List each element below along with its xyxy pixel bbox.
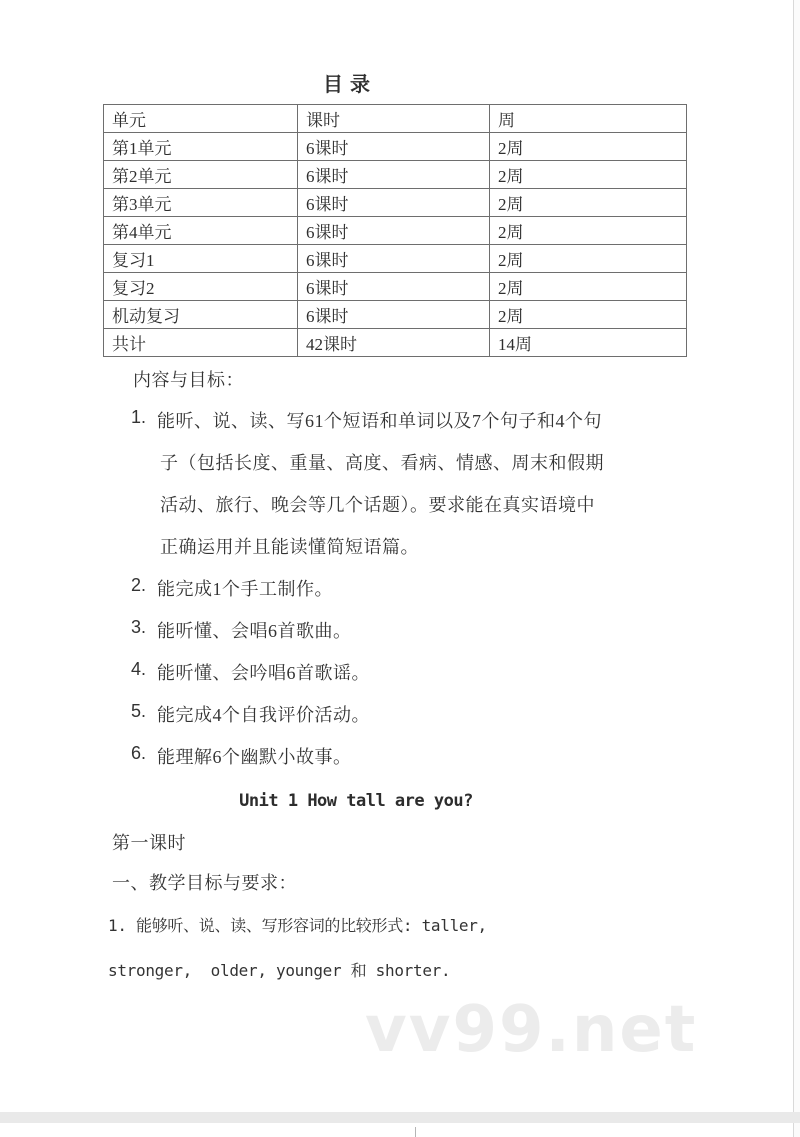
goal-item-number: 1.: [131, 407, 147, 427]
goal-item-text: 能听懂、会吟唱6首歌谣。: [157, 663, 370, 683]
goal-item-number: 4.: [131, 659, 147, 679]
table-cell: 共计: [104, 329, 298, 357]
goal-item-text: 能理解6个幽默小故事。: [157, 747, 352, 767]
table-cell: 第2单元: [104, 161, 298, 189]
unit-title: Unit 1 How tall are you?: [239, 791, 473, 811]
unit-point-line: 1. 能够听、说、读、写形容词的比较形式: taller,: [108, 916, 487, 935]
table-row: [104, 161, 687, 189]
table-cell: 第4单元: [104, 217, 298, 245]
table-cell: 复习2: [104, 273, 298, 301]
unit-point-line: stronger, older, younger 和 shorter.: [108, 961, 451, 980]
toc-title: 目录: [323, 74, 377, 96]
table-cell: 2周: [490, 301, 687, 329]
table-row: [104, 273, 687, 301]
table-cell: 6课时: [298, 189, 490, 217]
next-page-edge: [0, 1123, 794, 1137]
table-cell: 14周: [490, 329, 687, 357]
table-cell: 6课时: [298, 245, 490, 273]
table-cell: 2周: [490, 217, 687, 245]
table-row: [104, 133, 687, 161]
section-heading: 一、教学目标与要求：: [112, 873, 297, 893]
goal-item-number: 5.: [131, 701, 147, 721]
table-cell: 2周: [490, 133, 687, 161]
goals-heading: 内容与目标：: [133, 370, 244, 390]
page-break-gap: [0, 1112, 800, 1123]
goal-item-text: 活动、旅行、晚会等几个话题）。要求能在真实语境中: [160, 495, 595, 515]
table-header-row: [104, 105, 687, 133]
goal-item-number: 3.: [131, 617, 147, 637]
lesson-heading: 第一课时: [112, 833, 186, 853]
next-page-table-border: [415, 1127, 416, 1137]
table-cell: 第1单元: [104, 133, 298, 161]
goal-item-text: 能完成1个手工制作。: [157, 579, 333, 599]
table-row: [104, 301, 687, 329]
table-cell: 6课时: [298, 133, 490, 161]
table-cell: 第3单元: [104, 189, 298, 217]
goal-item-number: 2.: [131, 575, 147, 595]
table-row: [104, 217, 687, 245]
goal-item-text: 能完成4个自我评价活动。: [157, 705, 370, 725]
table-cell: 复习1: [104, 245, 298, 273]
table-cell: 2周: [490, 273, 687, 301]
table-row: [104, 245, 687, 273]
goal-item-text: 能听、说、读、写61个短语和单词以及7个句子和4个句: [157, 411, 602, 431]
table-cell: 42课时: [298, 329, 490, 357]
table-cell: 6课时: [298, 301, 490, 329]
watermark: vv99.net: [365, 993, 698, 1067]
goal-item-text: 正确运用并且能读懂简短语篇。: [160, 537, 419, 557]
table-cell: 2周: [490, 245, 687, 273]
table-cell: 6课时: [298, 273, 490, 301]
table-row: [104, 189, 687, 217]
table-header-cell: 单元: [104, 105, 298, 133]
table-cell: 2周: [490, 161, 687, 189]
goal-item-text: 子（包括长度、重量、高度、看病、情感、周末和假期: [160, 453, 604, 473]
table-cell: 机动复习: [104, 301, 298, 329]
table-cell: 6课时: [298, 217, 490, 245]
table-cell: 2周: [490, 189, 687, 217]
table-header-cell: 课时: [298, 105, 490, 133]
toc-table: [103, 104, 687, 357]
goal-item-number: 6.: [131, 743, 147, 763]
table-row: [104, 329, 687, 357]
goal-item-text: 能听懂、会唱6首歌曲。: [157, 621, 352, 641]
table-header-cell: 周: [490, 105, 687, 133]
table-cell: 6课时: [298, 161, 490, 189]
